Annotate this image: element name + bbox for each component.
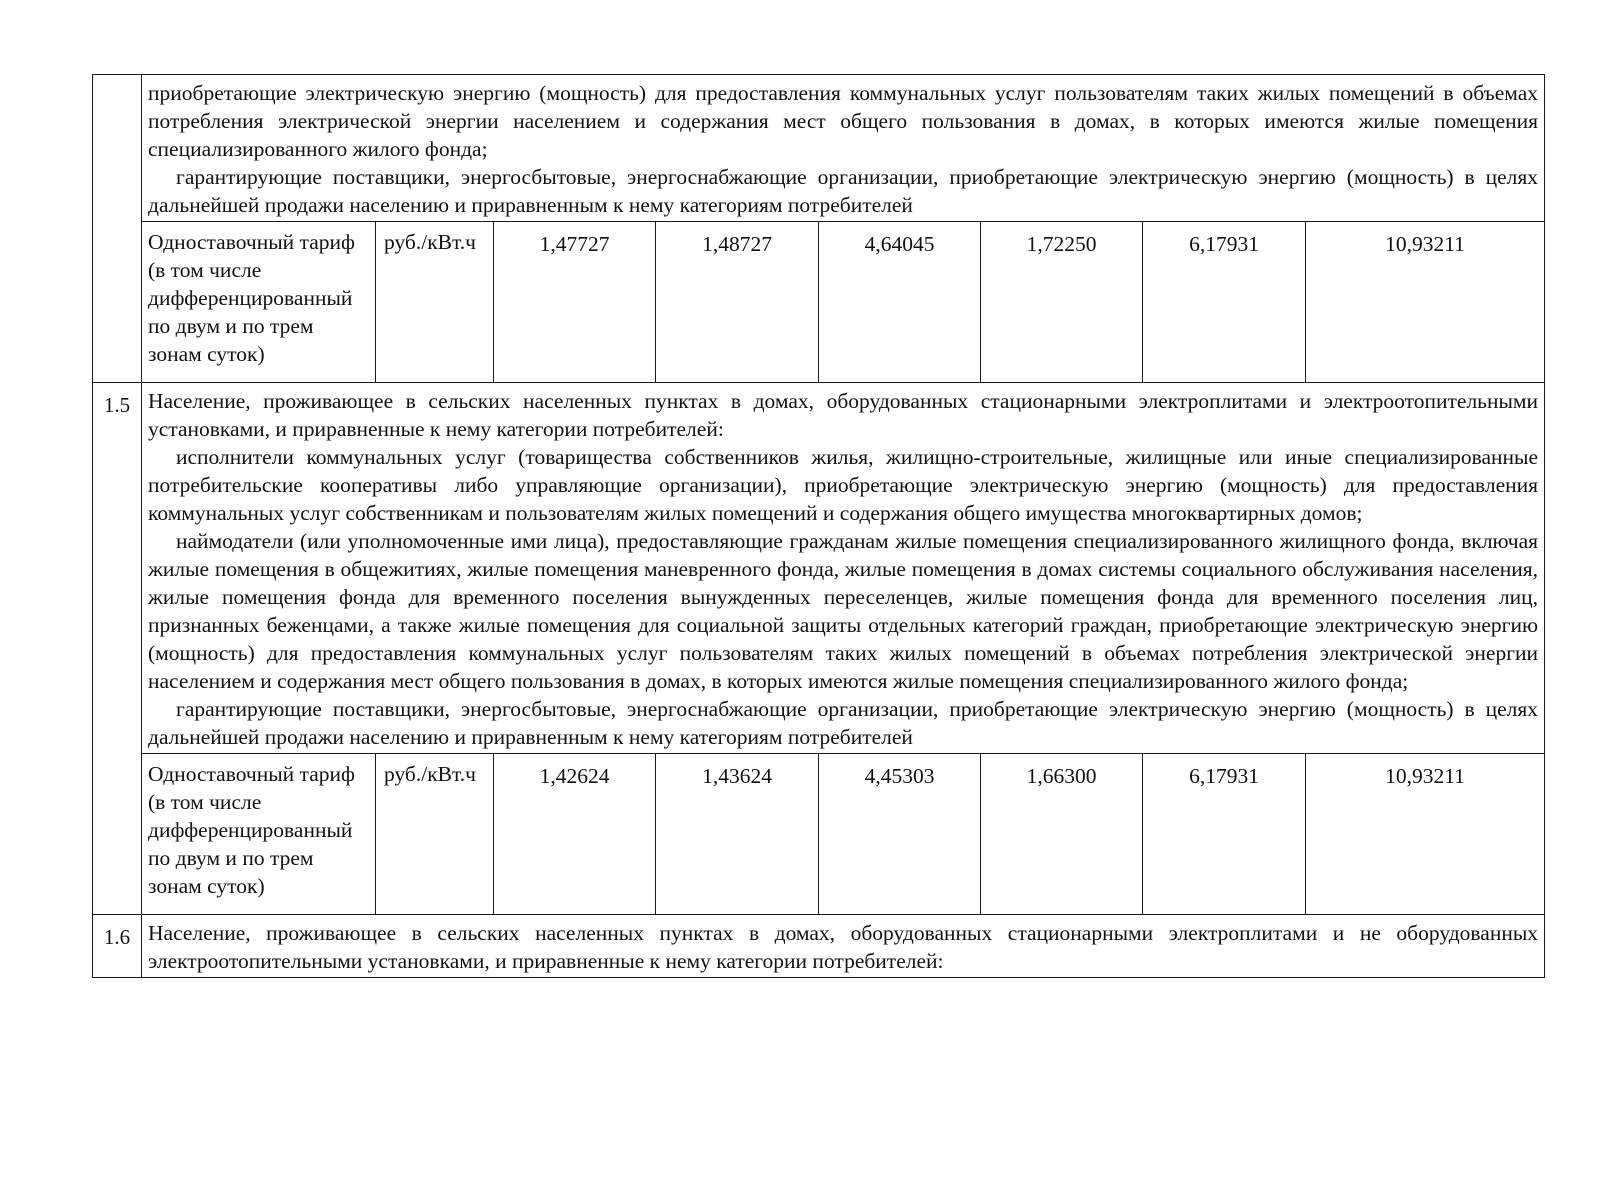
tariff-value: 6,17931 bbox=[1143, 754, 1306, 915]
consumer-description bbox=[142, 915, 1545, 978]
tariff-value: 1,42624 bbox=[494, 754, 656, 915]
description-paragraph: Население, проживающее в сельских населенных пунктах в домах, оборудованных стационарными электроплитами и электроотопительными установками, и приравненные к нему категории потребителей: bbox=[148, 389, 1539, 441]
row-number bbox=[93, 75, 142, 383]
tariff-value: 10,93211 bbox=[1306, 754, 1545, 915]
description-paragraph: приобретающие электрическую энергию (мощность) для предоставления коммунальных услуг пользователям таких жилых помещений в объемах потребления электрической энергии населением и содержания мест общего пользования в домах, в которых имеются жилые помещения специализированного жилого фонда; bbox=[148, 81, 1539, 161]
tariff-value: 1,43624 bbox=[656, 754, 819, 915]
tariff-value: 4,45303 bbox=[819, 754, 981, 915]
description-paragraph: гарантирующие поставщики, энергосбытовые, энергоснабжающие организации, приобретающие электрическую энергию (мощность) в целях дальнейшей продажи населению и приравненным к нему категориям потребителей bbox=[148, 697, 1539, 749]
tariff-value: 1,72250 bbox=[981, 222, 1143, 383]
tariff-unit: руб./кВт.ч bbox=[376, 222, 494, 383]
tariff-row bbox=[93, 754, 1545, 915]
consumer-description bbox=[142, 75, 1545, 222]
tariff-table bbox=[92, 74, 1545, 978]
row-number: 1.5 bbox=[93, 383, 142, 915]
tariff-unit: руб./кВт.ч bbox=[376, 754, 494, 915]
description-paragraph: гарантирующие поставщики, энергосбытовые, энергоснабжающие организации, приобретающие электрическую энергию (мощность) в целях дальнейшей продажи населению и приравненным к нему категориям потребителей bbox=[148, 165, 1539, 217]
tariff-value: 6,17931 bbox=[1143, 222, 1306, 383]
table-row bbox=[93, 383, 1545, 754]
tariff-row bbox=[93, 222, 1545, 383]
table-row bbox=[93, 915, 1545, 978]
description-paragraph: исполнители коммунальных услуг (товарищества собственников жилья, жилищно-строительные, жилищные или иные специализированные потребительские кооперативы либо управляющие организации), приобретающие электрическую энергию (мощность) для предоставления коммунальных услуг собственникам и пользователям жилых помещений и содержания общего имущества многоквартирных домов; bbox=[148, 445, 1539, 525]
row-number: 1.6 bbox=[93, 915, 142, 978]
tariff-value: 10,93211 bbox=[1306, 222, 1545, 383]
tariff-value: 1,66300 bbox=[981, 754, 1143, 915]
tariff-label: Одноставочный тариф (в том числе дифференцированный по двум и по трем зонам суток) bbox=[142, 754, 376, 915]
tariff-label: Одноставочный тариф (в том числе дифференцированный по двум и по трем зонам суток) bbox=[142, 222, 376, 383]
consumer-description bbox=[142, 383, 1545, 754]
tariff-value: 4,64045 bbox=[819, 222, 981, 383]
description-paragraph: Население, проживающее в сельских населенных пунктах в домах, оборудованных стационарными электроплитами и не оборудованных электроотопительными установками, и приравненные к нему категории потребителей: bbox=[148, 921, 1539, 973]
description-paragraph: наймодатели (или уполномоченные ими лица), предоставляющие гражданам жилые помещения специализированного жилищного фонда, включая жилые помещения в общежитиях, жилые помещения маневренного фонда, жилые помещения в домах системы социального обслуживания населения, жилые помещения фонда для временного поселения вынужденных переселенцев, жилые помещения фонда для временного поселения лиц, признанных беженцами, а также жилые помещения для социальной защиты отдельных категорий граждан, приобретающие электрическую энергию (мощность) для предоставления коммунальных услуг пользователям таких жилых помещений в объемах потребления электрической энергии населением и содержания мест общего пользования в домах, в которых имеются жилые помещения специализированного жилого фонда; bbox=[148, 529, 1539, 693]
table-row bbox=[93, 75, 1545, 222]
tariff-value: 1,48727 bbox=[656, 222, 819, 383]
tariff-value: 1,47727 bbox=[494, 222, 656, 383]
